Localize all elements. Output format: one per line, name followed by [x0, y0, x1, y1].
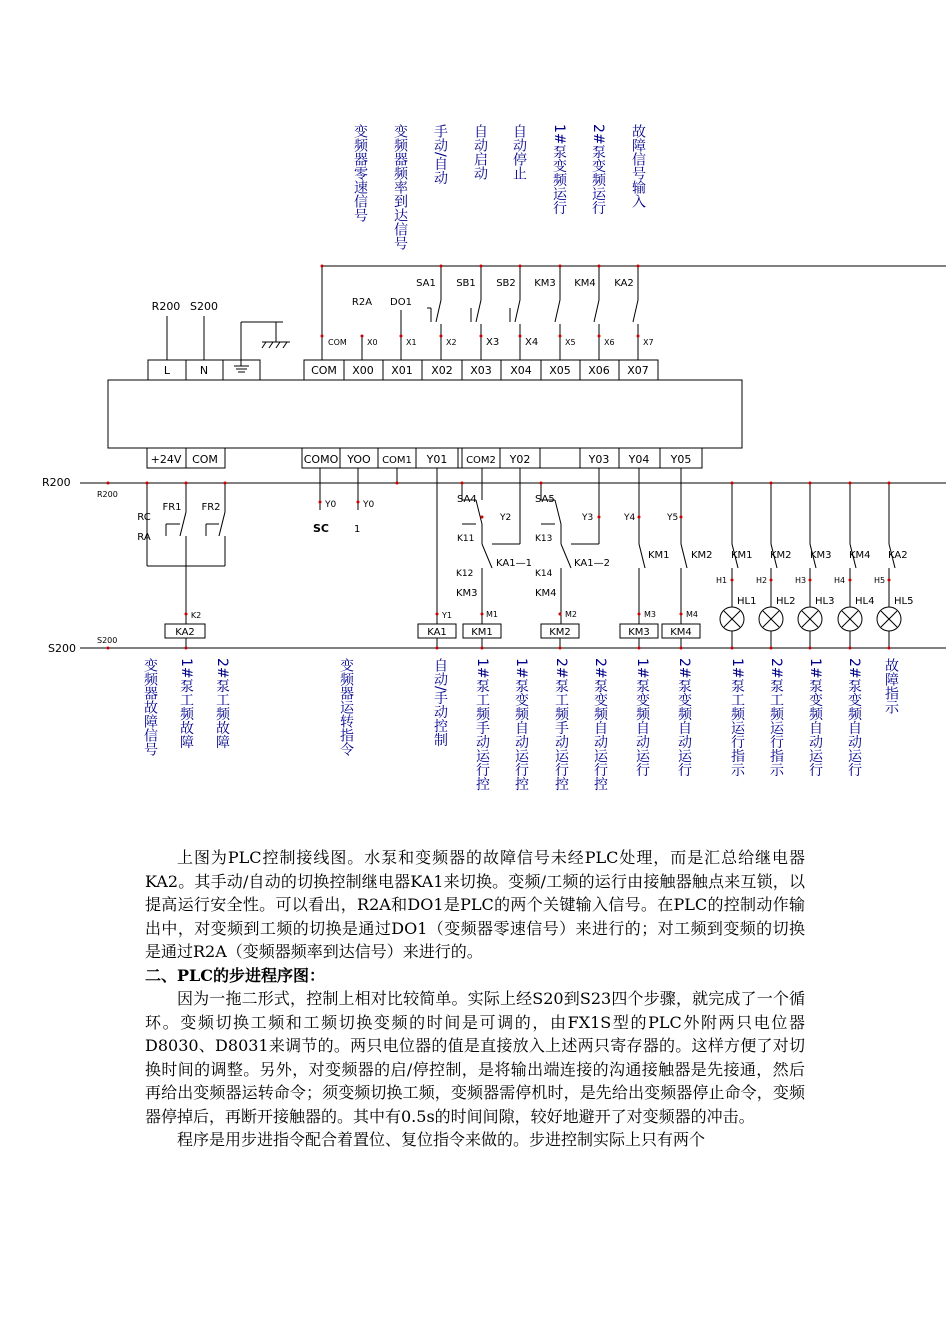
paragraph-wiring-description: 上图为PLC控制接线图。水泵和变频器的故障信号未经PLC处理，而是汇总给继电器KA2。其手动/自动的切换控制继电器KA1来切换。变频/工频的运行由接触器触点来互锁，以提高运行安全性。可以看出，R2A和DO1是PLC的两个关键输入信号。在PLC的控制动作输出中，对变频到工频的切换是通过DO1（变频器零速信号）来进行的；对工频到变频的切换是通过R2A（变频器频率到达信号）来进行的。 [145, 848, 805, 961]
out-term-como: COMO [303, 453, 339, 466]
paragraph-program-note: 程序是用步进指令配合着置位、复位指令来做的。步进控制实际上只有两个 [177, 1130, 706, 1149]
in-term-x01: X01 [391, 364, 413, 377]
bottom-label-fault-ind: 故障指示 [883, 658, 899, 714]
in-term-x05: X05 [549, 364, 571, 377]
node-h3: H3 [795, 576, 807, 585]
lamp-hl5-icon [877, 607, 901, 631]
k2-label: K2 [190, 611, 202, 620]
node-h1: H1 [716, 576, 728, 585]
node-h4: H4 [834, 576, 846, 585]
top-label-pump1-vf: 1#泵变频运行 [551, 124, 567, 215]
km3-coil-label: KM3 [628, 627, 650, 638]
switch-ka2: KA2 [614, 278, 634, 289]
k11-label: K11 [457, 534, 475, 544]
in-wire-x1: X1 [406, 338, 417, 347]
y1-label: Y1 [442, 611, 452, 620]
s200-small: S200 [97, 636, 118, 645]
r200-small: R200 [97, 490, 118, 499]
m4-label: M4 [686, 610, 698, 619]
y4-label: Y4 [624, 513, 636, 523]
bottom-label-p2-vf-auto: 2#泵变频自动运行 [676, 658, 692, 777]
k12-label: K12 [456, 569, 474, 579]
node-h5: H5 [874, 576, 886, 585]
lamp-hl3-label: HL3 [815, 596, 835, 607]
top-label-freq-reached: 变频器频率到达信号 [392, 124, 408, 250]
lamp-contact-km1: KM1 [731, 550, 753, 561]
ka1-1-label: KA1—1 [496, 558, 532, 569]
out-term-y04: Y04 [628, 453, 650, 466]
supply-com: COM [192, 453, 218, 466]
in-wire-x7: X7 [643, 338, 654, 347]
switch-sb2: SB2 [496, 278, 516, 289]
in-term-com: COM [311, 364, 337, 377]
plc-body [108, 380, 742, 448]
fr2-label: FR2 [201, 502, 221, 513]
in-wire-com: COM [328, 338, 347, 347]
in-term-x06: X06 [588, 364, 610, 377]
bottom-label-p2-vf-run: 2#泵变频自动运行 [846, 658, 862, 777]
r2a-label: R2A [351, 297, 373, 308]
lamp-hl2-icon [759, 607, 783, 631]
article-body [145, 846, 805, 1152]
bottom-label-p1-vf-run: 1#泵变频自动运行 [807, 658, 823, 777]
in-wire-x5: X5 [565, 338, 576, 347]
y0a-label: Y0 [325, 500, 337, 510]
top-label-pump2-vf: 2#泵变频运行 [590, 124, 606, 215]
lamp-hl4-icon [838, 607, 862, 631]
km1-contact: KM1 [648, 550, 670, 561]
y2-label: Y2 [500, 513, 512, 523]
bottom-label-p2-vf-auto-ctl: 2#泵变频自动运行控 [592, 658, 608, 791]
r200-rail-label: R200 [42, 476, 71, 489]
ground-icon [234, 322, 290, 372]
lamp-contact-ka2: KA2 [888, 550, 908, 561]
in-term-x00: X00 [352, 364, 374, 377]
in-term-x02: X02 [431, 364, 453, 377]
section-heading: 二、PLC的步进程序图： [145, 965, 326, 985]
ka1-coil-label: KA1 [427, 627, 447, 638]
top-label-zero-speed: 变频器零速信号 [352, 124, 368, 222]
switch-sb1: SB1 [456, 278, 476, 289]
top-label-manual-auto: 手动/自动 [432, 124, 448, 185]
indicator-lamps [720, 483, 901, 648]
sa4-label: SA4 [457, 494, 477, 505]
bottom-label-auto-manual: 自动/手动控制 [432, 658, 448, 747]
switch-sa1: SA1 [416, 278, 436, 289]
out-term-yoo: YOO [347, 453, 371, 466]
km2-coil-label: KM2 [549, 627, 571, 638]
in-wire-x6: X6 [604, 338, 615, 347]
paragraph-step-program: 因为一拖二形式，控制上相对比较简单。实际上经S20到S23四个步骤，就完成了一个循环。变频切换工频和工频切换变频的时间是可调的，由FX1S型的PLC外附两只电位器D8030、D8031来调节的。两只电位器的值是直接放入上述两只寄存器的。这样方便了对切换时间的调整。另外，对变频器的启/停控制，是将输出端连接的沟通接触器是先接通，然后再给出变频器运转命令；须变频切换工频，变频器需停机时，是先给出变频器停止命令，变频器停掉后，再断开接触器的。其中有0.5s的时间间隙，较好地避开了对变频器的冲击。 [145, 989, 805, 1126]
out-term-com1: COM1 [382, 455, 412, 466]
km2-contact: KM2 [691, 550, 713, 561]
k14-label: K14 [535, 569, 553, 579]
m3-label: M3 [644, 610, 656, 619]
in-wire-x3: X3 [486, 337, 500, 348]
sa5-label: SA5 [535, 494, 555, 505]
top-label-auto-start: 自动启动 [472, 124, 488, 180]
y0b-label: Y0 [363, 500, 375, 510]
bottom-label-vf-fault: 变频器故障信号 [142, 658, 158, 756]
out-term-y03: Y03 [588, 453, 610, 466]
s200-power-label: S200 [190, 300, 218, 313]
fr1-label: FR1 [162, 502, 182, 513]
out-term-y02: Y02 [509, 453, 531, 466]
bottom-label-p1-line-manual: 1#泵工频手动运行控 [474, 658, 490, 791]
km4-interlock: KM4 [535, 588, 557, 599]
km4-coil-label: KM4 [670, 627, 692, 638]
top-label-auto-stop: 自动停止 [511, 124, 527, 180]
supply-24v: +24V [150, 453, 182, 466]
y3-label: Y3 [582, 513, 594, 523]
junction-dots [107, 265, 891, 650]
in-term-x03: X03 [470, 364, 492, 377]
bottom-label-vf-run-cmd: 变频器运转指令 [338, 658, 354, 756]
switch-km3: KM3 [534, 278, 556, 289]
lamp-hl4-label: HL4 [855, 596, 875, 607]
m1-label: M1 [486, 610, 498, 619]
bottom-label-p1-line-ind: 1#泵工频运行指示 [729, 658, 745, 777]
ra-label: RA [137, 532, 151, 543]
ka1-2-label: KA1—2 [574, 558, 610, 569]
lamp-contact-km3: KM3 [810, 550, 832, 561]
km1-coil-label: KM1 [471, 627, 493, 638]
switch-km4: KM4 [574, 278, 596, 289]
bottom-label-p1-vf-auto: 1#泵变频自动运行 [634, 658, 650, 777]
k13-label: K13 [535, 534, 553, 544]
out-term-y01: Y01 [426, 453, 448, 466]
lamp-contact-km2: KM2 [770, 550, 792, 561]
top-label-fault-input: 故障信号输入 [630, 124, 646, 208]
terminal-l: L [163, 364, 171, 377]
in-wire-x4: X4 [525, 337, 539, 348]
rc-label: RC [137, 512, 151, 523]
bottom-label-pump2-fault: 2#泵工频故障 [214, 658, 230, 749]
lamp-contact-km4: KM4 [849, 550, 871, 561]
one-label: 1 [354, 524, 361, 535]
out-term-com2: COM2 [466, 455, 496, 466]
bottom-label-p1-vf-auto-ctl: 1#泵变频自动运行控 [513, 658, 529, 791]
lamp-hl3-icon [798, 607, 822, 631]
out-term-y05: Y05 [670, 453, 692, 466]
bottom-label-p2-line-manual: 2#泵工频手动运行控 [553, 658, 569, 791]
do1-label: DO1 [390, 297, 412, 308]
bottom-label-p2-line-ind: 2#泵工频运行指示 [768, 658, 784, 777]
node-h2: H2 [756, 576, 768, 585]
m2-label: M2 [565, 610, 577, 619]
sc-label: SC [313, 522, 329, 535]
lamp-hl1-label: HL1 [737, 596, 757, 607]
r200-power-label: R200 [151, 300, 181, 313]
in-term-x07: X07 [627, 364, 649, 377]
in-term-x04: X04 [510, 364, 532, 377]
y5-label: Y5 [667, 513, 679, 523]
in-wire-x2: X2 [446, 338, 457, 347]
ka2-coil-label: KA2 [175, 627, 195, 638]
s200-rail-label: S200 [48, 642, 76, 655]
bottom-label-pump1-fault: 1#泵工频故障 [178, 658, 194, 749]
lamp-hl5-label: HL5 [894, 596, 914, 607]
lamp-hl1-icon [720, 607, 744, 631]
km3-interlock: KM3 [456, 588, 478, 599]
in-wire-x0: X0 [367, 338, 378, 347]
terminal-n: N [199, 364, 209, 377]
lamp-hl2-label: HL2 [776, 596, 796, 607]
